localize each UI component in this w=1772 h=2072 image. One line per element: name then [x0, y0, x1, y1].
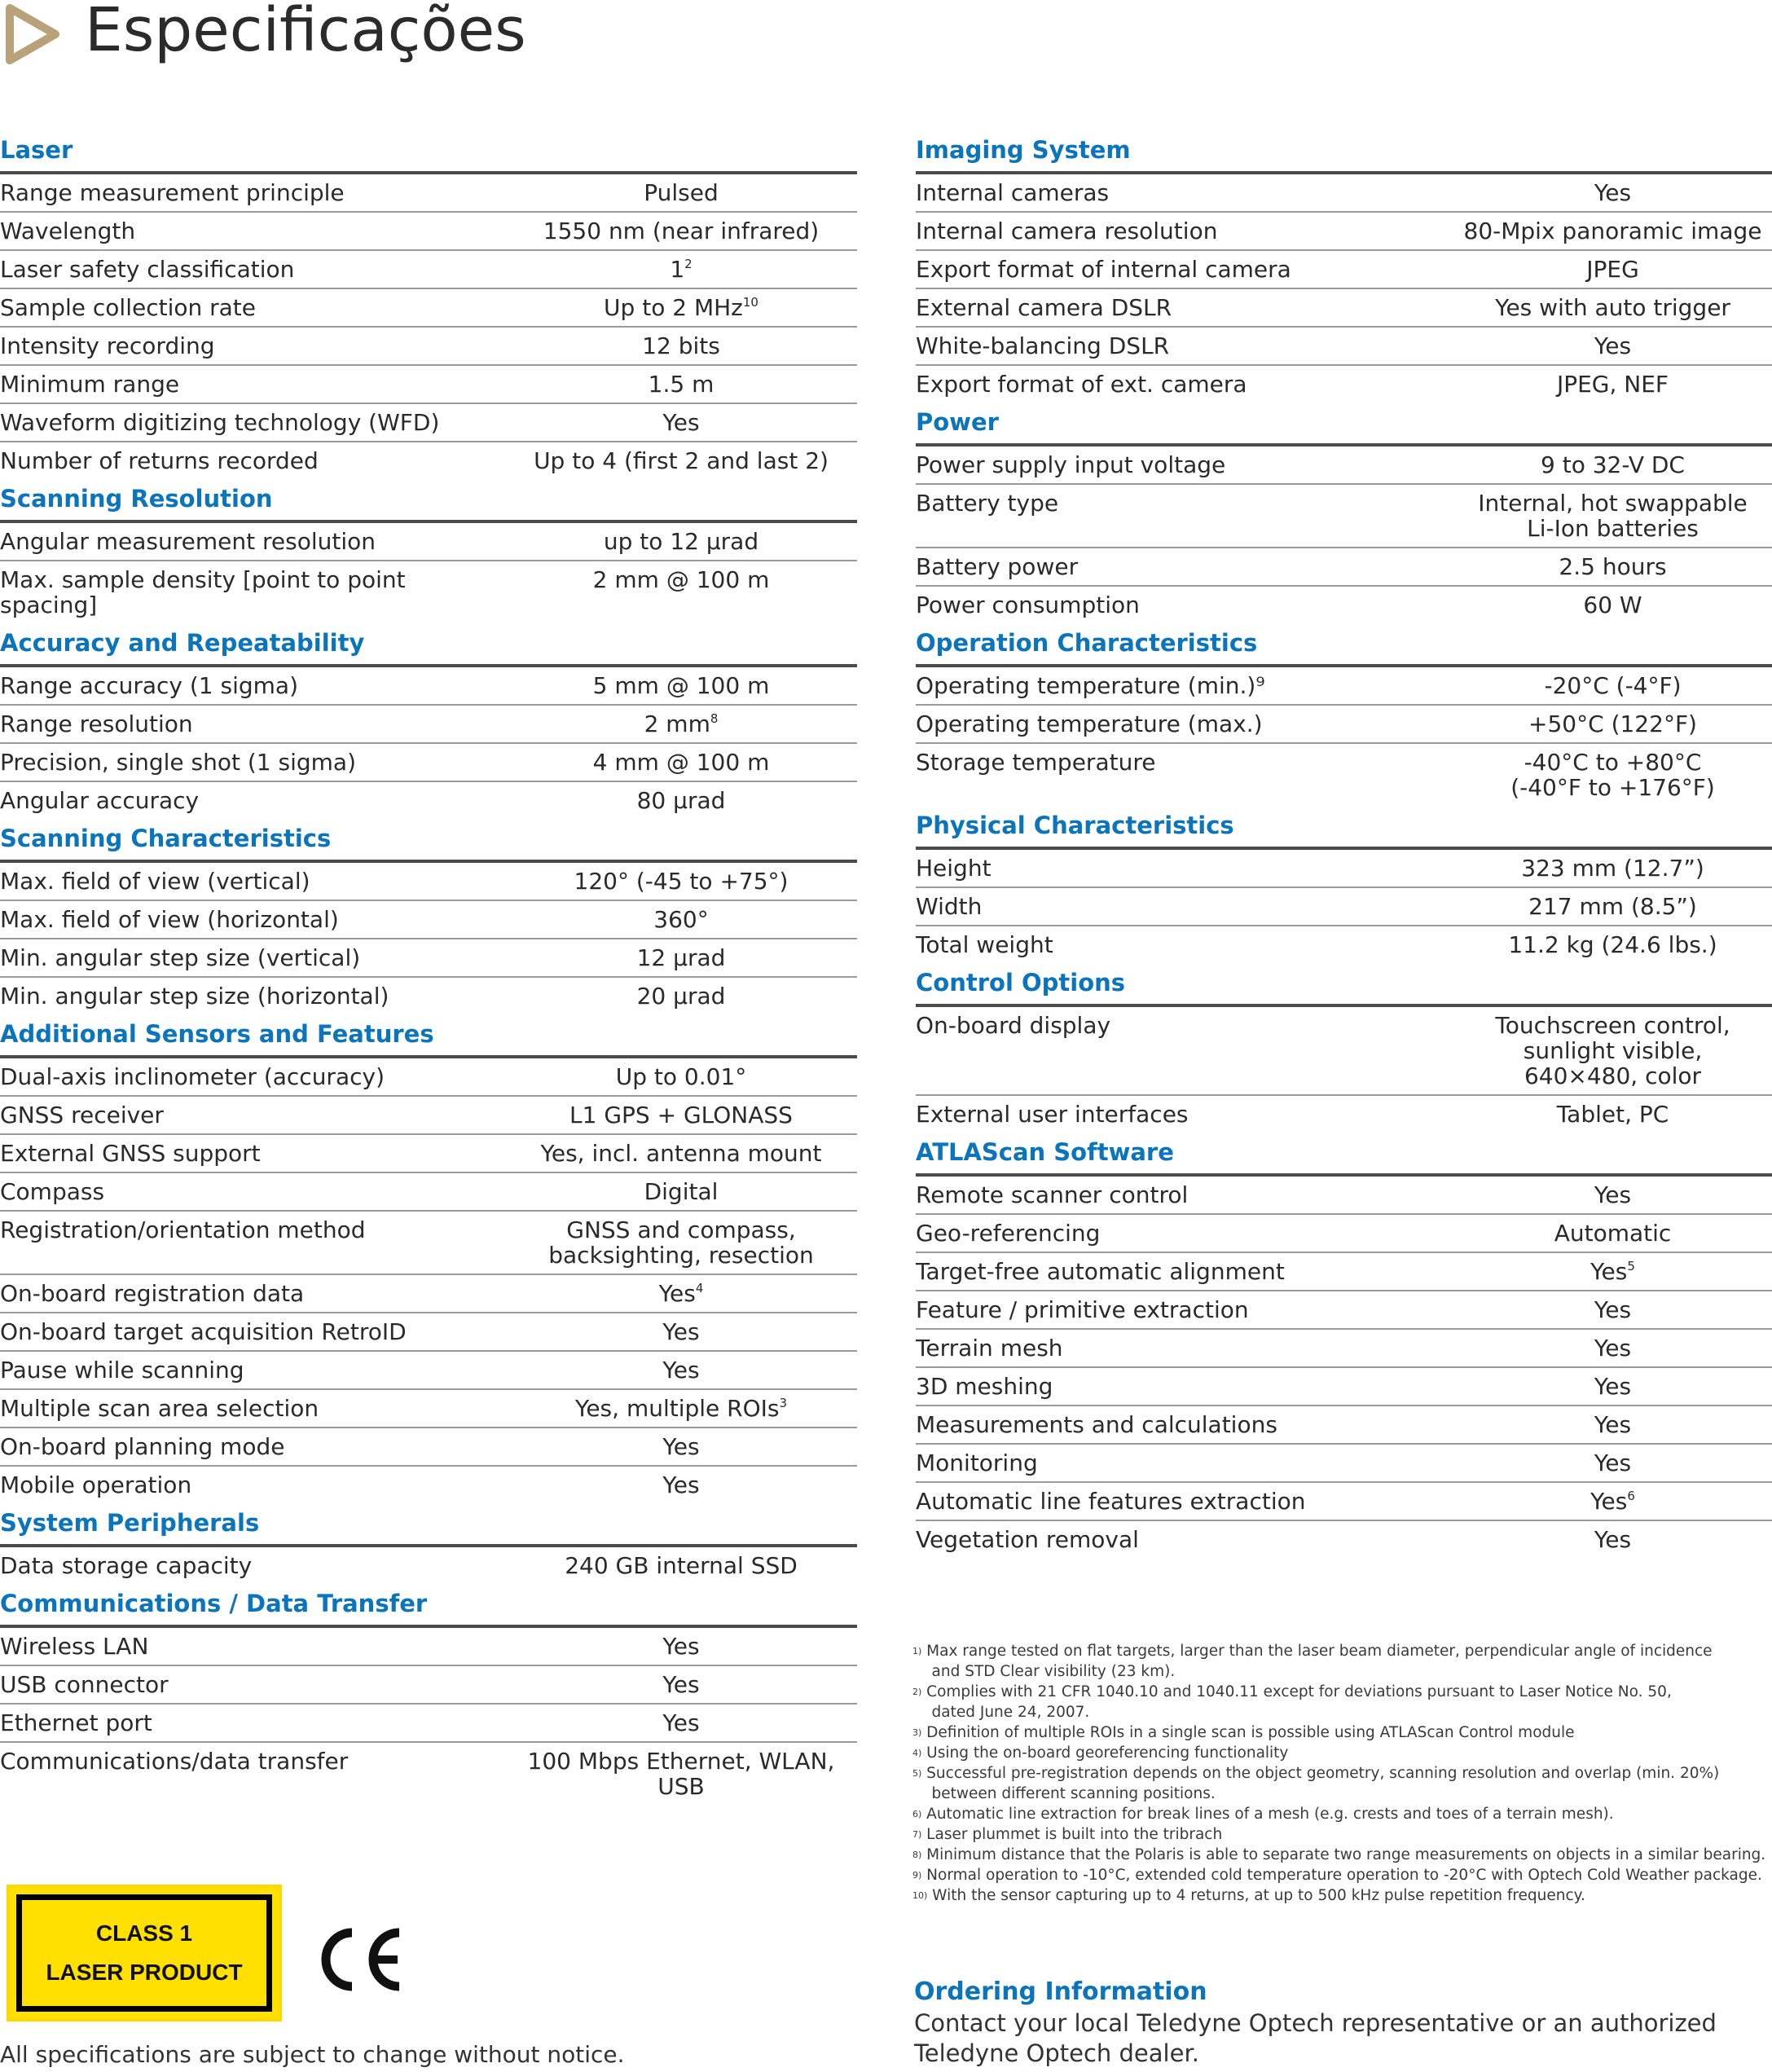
footnote-number: 5)	[912, 1768, 922, 1779]
spec-label: Export format of ext. camera	[916, 371, 1247, 398]
footnote-item	[912, 1682, 1768, 1722]
spec-value: JPEG, NEF	[1556, 371, 1669, 398]
ordering-title: Ordering Information	[914, 1977, 1207, 2006]
spec-value: GNSS and compass, backsighting, resection	[548, 1216, 814, 1269]
spec-value: 2 mm @ 100 m	[592, 566, 770, 593]
spec-label: Max. field of view (horizontal)	[0, 906, 339, 933]
spec-row	[916, 587, 1772, 623]
badge-line-1: CLASS 1	[95, 1920, 193, 1946]
spec-value: Yes$^4$	[658, 1280, 704, 1307]
section-title: ATLAScan Software	[916, 1136, 1772, 1177]
spec-row	[0, 782, 857, 819]
spec-value: 60 W	[1583, 592, 1642, 618]
spec-row	[916, 213, 1772, 251]
spec-label: Geo-referencing	[916, 1220, 1101, 1247]
spec-value: 2.5 hours	[1559, 553, 1667, 580]
right-column	[916, 130, 1772, 1558]
spec-value: 217 mm (8.5”)	[1528, 893, 1697, 920]
spec-label: Max. sample density [point to point spacing]	[0, 566, 406, 618]
spec-value: $1^2$	[670, 256, 693, 283]
footnote-item	[912, 1845, 1768, 1865]
footnote-ref: 8	[710, 711, 719, 726]
section-communications-data-transfer	[0, 1587, 857, 1805]
spec-label: External GNSS support	[0, 1140, 261, 1167]
spec-label: On-board target acquisition RetroID	[0, 1318, 407, 1345]
spec-row	[916, 706, 1772, 744]
spec-label: Range accuracy (1 sigma)	[0, 672, 299, 699]
section-scanning-characteristics	[0, 822, 857, 1014]
spec-row	[916, 447, 1772, 485]
section-title: Additional Sensors and Features	[0, 1018, 857, 1058]
spec-label: Ethernet port	[0, 1709, 152, 1736]
spec-value: Internal, hot swappable Li-Ion batteries	[1478, 490, 1748, 542]
spec-label: Export format of internal camera	[916, 256, 1291, 283]
spec-label: White-balancing DSLR	[916, 332, 1170, 359]
section-title: Control Options	[916, 966, 1772, 1007]
spec-row	[0, 1743, 857, 1805]
spec-value: L1 GPS + GLONASS	[569, 1102, 793, 1128]
spec-value: 12 μrad	[636, 944, 726, 971]
spec-value: -20°C (-4°F)	[1544, 672, 1682, 699]
spec-label: Operating temperature (max.)	[916, 710, 1263, 737]
spec-row	[0, 1467, 857, 1503]
spec-label: Number of returns recorded	[0, 447, 319, 474]
ce-mark-icon	[310, 1923, 407, 1996]
section-control-options	[916, 966, 1772, 1133]
spec-row	[0, 561, 857, 623]
spec-label: Remote scanner control	[916, 1181, 1189, 1208]
spec-value: Yes	[662, 1357, 700, 1384]
spec-value: Tablet, PC	[1556, 1101, 1669, 1128]
spec-label: Precision, single shot (1 sigma)	[0, 749, 357, 776]
footnote-ref: 3	[779, 1396, 788, 1410]
footnote-text: With the sensor capturing up to 4 returns, at up to 500 kHz pulse repetition frequency.	[927, 1887, 1585, 1904]
spec-label: Monitoring	[916, 1450, 1038, 1476]
spec-value: 240 GB internal SSD	[565, 1552, 798, 1579]
spec-row	[0, 1135, 857, 1173]
footnote-number: 6)	[912, 1809, 922, 1819]
spec-label: GNSS receiver	[0, 1102, 164, 1128]
spec-row	[0, 1547, 857, 1584]
spec-value: Yes	[662, 1709, 700, 1736]
footnote-number: 4)	[912, 1748, 922, 1758]
spec-value: +50°C (122°F)	[1528, 710, 1697, 737]
spec-label: Registration/orientation method	[0, 1216, 366, 1243]
spec-row	[0, 939, 857, 978]
spec-row	[0, 1212, 857, 1275]
spec-row	[0, 366, 857, 404]
footnote-ref: 4	[695, 1281, 704, 1296]
section-accuracy-and-repeatability	[0, 627, 857, 819]
spec-label: Data storage capacity	[0, 1552, 253, 1579]
spec-row	[916, 1445, 1772, 1483]
spec-value: 100 Mbps Ethernet, WLAN, USB	[527, 1748, 835, 1800]
footnote-text: Max range tested on flat targets, larger than the laser beam diameter, perpendicular angle of incidence and STD Clear visibility (23 km).	[926, 1643, 1713, 1680]
spec-value: 323 mm (12.7”)	[1521, 855, 1704, 882]
section-title: Accuracy and Repeatability	[0, 627, 857, 667]
footnote-number: 9)	[912, 1870, 922, 1881]
spec-label: Min. angular step size (vertical)	[0, 944, 361, 971]
spec-label: Storage temperature	[916, 749, 1156, 776]
section-title: Communications / Data Transfer	[0, 1587, 857, 1628]
spec-value: Yes	[1594, 1450, 1632, 1476]
spec-row	[916, 1007, 1772, 1096]
badge-line-2: LASER PRODUCT	[46, 1960, 243, 1985]
spec-row	[0, 1428, 857, 1467]
spec-row	[0, 174, 857, 213]
spec-value: Yes	[662, 1433, 700, 1460]
spec-label: Min. angular step size (horizontal)	[0, 983, 389, 1010]
spec-row	[0, 251, 857, 289]
section-physical-characteristics	[916, 809, 1772, 963]
footnote-text: Normal operation to -10°C, extended cold temperature operation to -20°C with Optech Cold Weather package.	[921, 1867, 1762, 1884]
page-title: Especificações	[85, 0, 526, 65]
spec-label: Sample collection rate	[0, 294, 257, 321]
spec-row	[916, 1096, 1772, 1133]
left-column	[0, 130, 857, 1805]
spec-label: Battery power	[916, 553, 1079, 580]
section-title: Imaging System	[916, 134, 1772, 174]
footnote-text: Minimum distance that the Polaris is able to separate two range measurements on objects in a similar bearing.	[921, 1846, 1766, 1863]
spec-row	[916, 926, 1772, 963]
section-scanning-resolution	[0, 482, 857, 623]
spec-label: Automatic line features extraction	[916, 1488, 1306, 1515]
spec-value: Yes, multiple ROIs$^3$	[574, 1395, 788, 1422]
spec-row	[916, 366, 1772, 403]
spec-value: 2 $mm^8$	[644, 710, 719, 737]
footnote-text: Automatic line extraction for break lines of a mesh (e.g. crests and toes of a terrain mesh).	[921, 1806, 1614, 1823]
spec-label: Pause while scanning	[0, 1357, 244, 1384]
footer-note: All specifications are subject to change without notice.	[0, 2041, 625, 2068]
spec-label: Angular accuracy	[0, 787, 200, 814]
spec-label: Measurements and calculations	[916, 1411, 1277, 1438]
spec-value: 360°	[653, 906, 709, 933]
spec-label: Dual-axis inclinometer (accuracy)	[0, 1063, 385, 1090]
spec-label: Height	[916, 855, 992, 882]
spec-label: External camera DSLR	[916, 294, 1172, 321]
section-title: Physical Characteristics	[916, 809, 1772, 850]
spec-label: Power consumption	[916, 592, 1140, 618]
footnote-number: 8)	[912, 1850, 922, 1860]
spec-row	[0, 1352, 857, 1390]
section-title: Operation Characteristics	[916, 627, 1772, 667]
spec-row	[916, 1177, 1772, 1215]
footnote-text: Successful pre-registration depends on the object geometry, scanning resolution and overlap (min. 20%) between different scanning positions.	[926, 1765, 1720, 1802]
spec-row	[0, 1666, 857, 1705]
spec-value: 120° (-45 to +75°)	[574, 868, 789, 895]
spec-row	[0, 706, 857, 744]
spec-value: Up to 4 (first 2 and last 2)	[534, 447, 829, 474]
spec-value: Yes	[662, 1318, 700, 1345]
spec-value: Yes	[1594, 1335, 1632, 1362]
spec-value: 1.5 m	[648, 371, 715, 398]
spec-value: Yes$^5$	[1590, 1258, 1635, 1285]
footnote-number: 1)	[912, 1646, 922, 1656]
spec-label: Target-free automatic alignment	[916, 1258, 1285, 1285]
spec-value: Yes, incl. antenna mount	[540, 1140, 822, 1167]
spec-value: Touchscreen control, sunlight visible, 640×480, color	[1495, 1012, 1730, 1089]
spec-value: 80-Mpix panoramic image	[1463, 218, 1762, 244]
section-power	[916, 406, 1772, 623]
spec-row	[916, 1368, 1772, 1406]
footnote-item	[912, 1641, 1768, 1682]
spec-value: JPEG	[1586, 256, 1639, 283]
spec-value: up to 12 μrad	[603, 528, 759, 555]
laser-class-badge	[7, 1885, 282, 2021]
spec-label: Total weight	[916, 931, 1053, 958]
spec-row	[0, 1097, 857, 1135]
spec-label: Vegetation removal	[916, 1526, 1139, 1553]
spec-label: Terrain mesh	[916, 1335, 1063, 1362]
spec-label: 3D meshing	[916, 1373, 1053, 1400]
spec-label: External user interfaces	[916, 1101, 1189, 1128]
spec-label: On-board registration data	[0, 1280, 305, 1307]
spec-label: Internal camera resolution	[916, 218, 1218, 244]
spec-label: USB connector	[0, 1671, 169, 1698]
spec-row	[916, 1215, 1772, 1253]
spec-value: -40°C to +80°C (-40°F to +176°F)	[1510, 749, 1715, 801]
footnote-number: 7)	[912, 1829, 922, 1840]
spec-value: 9 to 32-V DC	[1541, 451, 1685, 478]
spec-value: 80 μrad	[636, 787, 726, 814]
spec-row	[0, 442, 857, 479]
spec-label: Power supply input voltage	[916, 451, 1226, 478]
spec-value: Automatic	[1554, 1220, 1672, 1247]
spec-row	[916, 1521, 1772, 1558]
spec-label: Wavelength	[0, 218, 136, 244]
spec-row	[0, 863, 857, 901]
spec-row	[0, 1173, 857, 1212]
footnote-number: 10)	[912, 1890, 928, 1901]
spec-value: Yes	[1594, 179, 1632, 206]
section-system-peripherals	[0, 1507, 857, 1584]
spec-row	[916, 667, 1772, 706]
spec-value: Yes	[1594, 1526, 1632, 1553]
section-title: Scanning Characteristics	[0, 822, 857, 863]
spec-label: Width	[916, 893, 983, 920]
spec-label: Operating temperature (min.)⁹	[916, 672, 1265, 699]
spec-row	[0, 1390, 857, 1428]
spec-value: 12 bits	[642, 332, 720, 359]
footnote-text: Laser plummet is built into the tribrach	[921, 1826, 1223, 1843]
spec-row	[0, 1313, 857, 1352]
spec-value: Yes with auto trigger	[1495, 294, 1730, 321]
spec-label: Max. field of view (vertical)	[0, 868, 310, 895]
spec-value: Yes	[662, 1472, 700, 1498]
spec-row	[916, 850, 1772, 888]
spec-row	[0, 901, 857, 939]
spec-value: Yes$^6$	[1590, 1488, 1635, 1515]
section-title: Scanning Resolution	[0, 482, 857, 523]
spec-row	[0, 1058, 857, 1097]
spec-row	[0, 328, 857, 366]
spec-row	[916, 1291, 1772, 1330]
spec-row	[916, 744, 1772, 806]
footnote-item	[912, 1824, 1768, 1845]
footnote-item	[912, 1885, 1768, 1906]
spec-row	[0, 667, 857, 706]
footnote-item	[912, 1743, 1768, 1763]
footnote-number: 2)	[912, 1687, 922, 1697]
spec-value: Yes	[1594, 1411, 1632, 1438]
spec-value: Yes	[1594, 1296, 1632, 1323]
spec-row	[916, 888, 1772, 926]
spec-row	[0, 523, 857, 561]
spec-row	[916, 1406, 1772, 1445]
spec-value: 4 mm @ 100 m	[592, 749, 770, 776]
footnotes	[912, 1641, 1768, 1906]
spec-row	[0, 978, 857, 1014]
spec-value: Up to 0.01°	[615, 1063, 747, 1090]
spec-value: 20 μrad	[636, 983, 726, 1010]
ordering-text: Contact your local Teledyne Optech representative or an authorized Teledyne Optech dealer.	[914, 2009, 1717, 2067]
spec-label: Feature / primitive extraction	[916, 1296, 1249, 1323]
spec-label: Range resolution	[0, 710, 193, 737]
spec-label: Angular measurement resolution	[0, 528, 376, 555]
spec-row	[916, 174, 1772, 213]
section-additional-sensors-and-features	[0, 1018, 857, 1503]
section-operation-characteristics	[916, 627, 1772, 806]
spec-label: On-board display	[916, 1012, 1111, 1039]
spec-label: Communications/data transfer	[0, 1748, 349, 1775]
spec-row	[916, 1253, 1772, 1291]
spec-value: Yes	[662, 1671, 700, 1698]
spec-label: Waveform digitizing technology (WFD)	[0, 409, 440, 436]
footnote-number: 3)	[912, 1727, 922, 1738]
spec-value: Yes	[1594, 1373, 1632, 1400]
spec-row	[916, 485, 1772, 548]
spec-row	[0, 289, 857, 328]
spec-label: Battery type	[916, 490, 1059, 517]
spec-value: Yes	[662, 409, 700, 436]
spec-value: 5 mm @ 100 m	[592, 672, 770, 699]
footnote-item	[912, 1763, 1768, 1804]
spec-label: Multiple scan area selection	[0, 1395, 319, 1422]
section-title: Power	[916, 406, 1772, 447]
footnote-item	[912, 1722, 1768, 1743]
footnote-ref: 10	[742, 295, 758, 310]
header	[0, 0, 1772, 81]
section-imaging-system	[916, 134, 1772, 403]
spec-row	[0, 1628, 857, 1666]
footnote-ref: 6	[1627, 1489, 1635, 1503]
spec-row	[916, 1483, 1772, 1521]
spec-label: Mobile operation	[0, 1472, 192, 1498]
spec-label: Laser safety classification	[0, 256, 295, 283]
spec-value: Yes	[1594, 1181, 1632, 1208]
footnote-text: Using the on-board georeferencing functionality	[921, 1744, 1289, 1762]
footnote-ref: 5	[1627, 1259, 1635, 1274]
footnote-item	[912, 1804, 1768, 1824]
play-triangle-icon	[0, 0, 65, 65]
spec-label: Minimum range	[0, 371, 180, 398]
spec-row	[0, 744, 857, 782]
spec-value: Yes	[662, 1633, 700, 1660]
spec-label: Wireless LAN	[0, 1633, 149, 1660]
footnote-text: Definition of multiple ROIs in a single scan is possible using ATLAScan Control module	[921, 1724, 1575, 1741]
spec-row	[916, 251, 1772, 289]
footnote-ref: 2	[684, 257, 693, 271]
spec-value: Yes	[1594, 332, 1632, 359]
spec-row	[916, 548, 1772, 587]
spec-row	[0, 1275, 857, 1313]
spec-row	[0, 404, 857, 442]
section-title: Laser	[0, 134, 857, 174]
spec-row	[916, 1330, 1772, 1368]
laser-class-badge-frame	[16, 1894, 272, 2012]
spec-value: 1550 nm (near infrared)	[543, 218, 820, 244]
spec-label: Internal cameras	[916, 179, 1110, 206]
spec-label: Intensity recording	[0, 332, 215, 359]
section-laser	[0, 134, 857, 479]
spec-row	[0, 1705, 857, 1743]
spec-label: Compass	[0, 1178, 105, 1205]
spec-label: Range measurement principle	[0, 179, 345, 206]
section-title: System Peripherals	[0, 1507, 857, 1547]
spec-row	[916, 289, 1772, 328]
spec-label: On-board planning mode	[0, 1433, 285, 1460]
spec-row	[916, 328, 1772, 366]
spec-value: Digital	[644, 1178, 719, 1205]
spec-row	[0, 213, 857, 251]
section-atlascan-software	[916, 1136, 1772, 1558]
ordering-information	[914, 1976, 1770, 2069]
footnote-item	[912, 1865, 1768, 1885]
spec-value: Pulsed	[644, 179, 719, 206]
spec-value: Up to 2 MHz$^{10}$	[604, 294, 758, 321]
footnote-text: Complies with 21 CFR 1040.10 and 1040.11 except for deviations pursuant to Laser Notice No. 50, dated June 24, 2007.	[926, 1683, 1672, 1721]
spec-value: 11.2 kg (24.6 lbs.)	[1508, 931, 1717, 958]
